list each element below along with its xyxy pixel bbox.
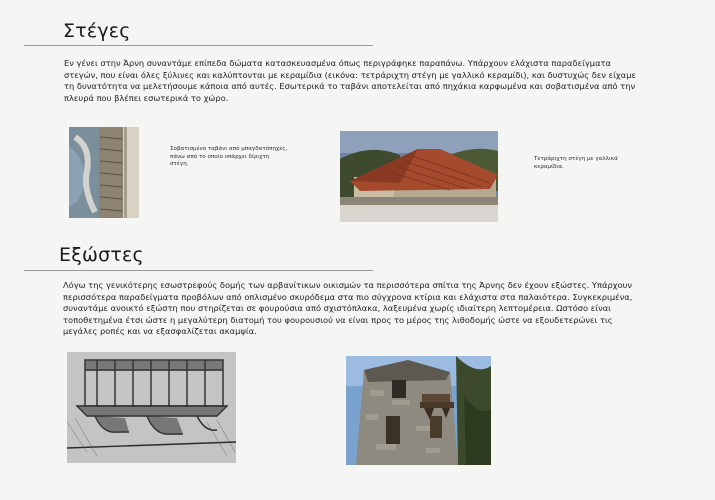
balcony-sketch <box>67 352 236 463</box>
heading-rule <box>24 45 373 46</box>
balconies-paragraph: Λόγω της γενικότερης εσωστρεφούς δομής των αρβανίτικων οικισμών τα περισσότερα σπίτια της Άρνης δεν έχουν εξώστες. Υπάρχουν περισσότερα παραδείγματα προβόλων από οπλισμένο σκυρόδεμα στα πιο σύγχρονα κτίρια και ελάχιστα στα παλαιότερα. Συγκεκριμένα, συναντάμε ανοικτό εξώστη που στηρίζεται σε φουρούσια από σχιστόπλακα, λαξευμένα χωρίς ιδιαίτερη λεπτομέρεια. Ωστόσο είναι τοποθετημένα έτσι ώστε η μεγαλύτερη διατομή του φουρουσιού να είναι προς το μέρος της λιθοδομής ώστε να εξουδετερώνει τις μεγάλες ροπές και να εξασφαλίζεται ακαμψία. <box>63 280 633 337</box>
section-heading-balconies: Εξώστες <box>59 244 144 266</box>
hipped-roof-photo-caption: Τετράριχτη στέγη με γαλλικά κεραμίδια. <box>534 156 618 170</box>
heading-rule <box>24 270 373 271</box>
roofs-paragraph: Εν γένει στην Άρνη συναντάμε επίπεδα δώματα κατασκευασμένα όπως περιγράφηκε παραπάνω. Υπάρχουν ελάχιστα παραδείγματα στεγών, που είναι όλες ξύλινες και καλύπτονται με κεραμίδια (εικόνα: τετράριχτη στέγη με γαλλικό κεραμίδι), και δυστυχώς δεν είχαμε τη δυνατότητα να μελετήσουμε κάποια από αυτές. Εσωτερικά το ταβάνι αποτελείται από πηχάκια καρφωμένα και σοβατισμένα από την πλευρά που βλέπει εσωτερικά το χώρο. <box>64 58 636 103</box>
stone-house-balcony-photo <box>346 356 491 465</box>
ceiling-photo-caption: Σοβατισμένο ταβάνι από μπαγδατόπηχες, πάνω από το οποίο υπάρχει δίριχτη στέγη. <box>170 146 288 168</box>
ceiling-photo <box>69 127 139 218</box>
hipped-roof-photo <box>340 131 498 222</box>
section-heading-roofs: Στέγες <box>63 20 131 42</box>
